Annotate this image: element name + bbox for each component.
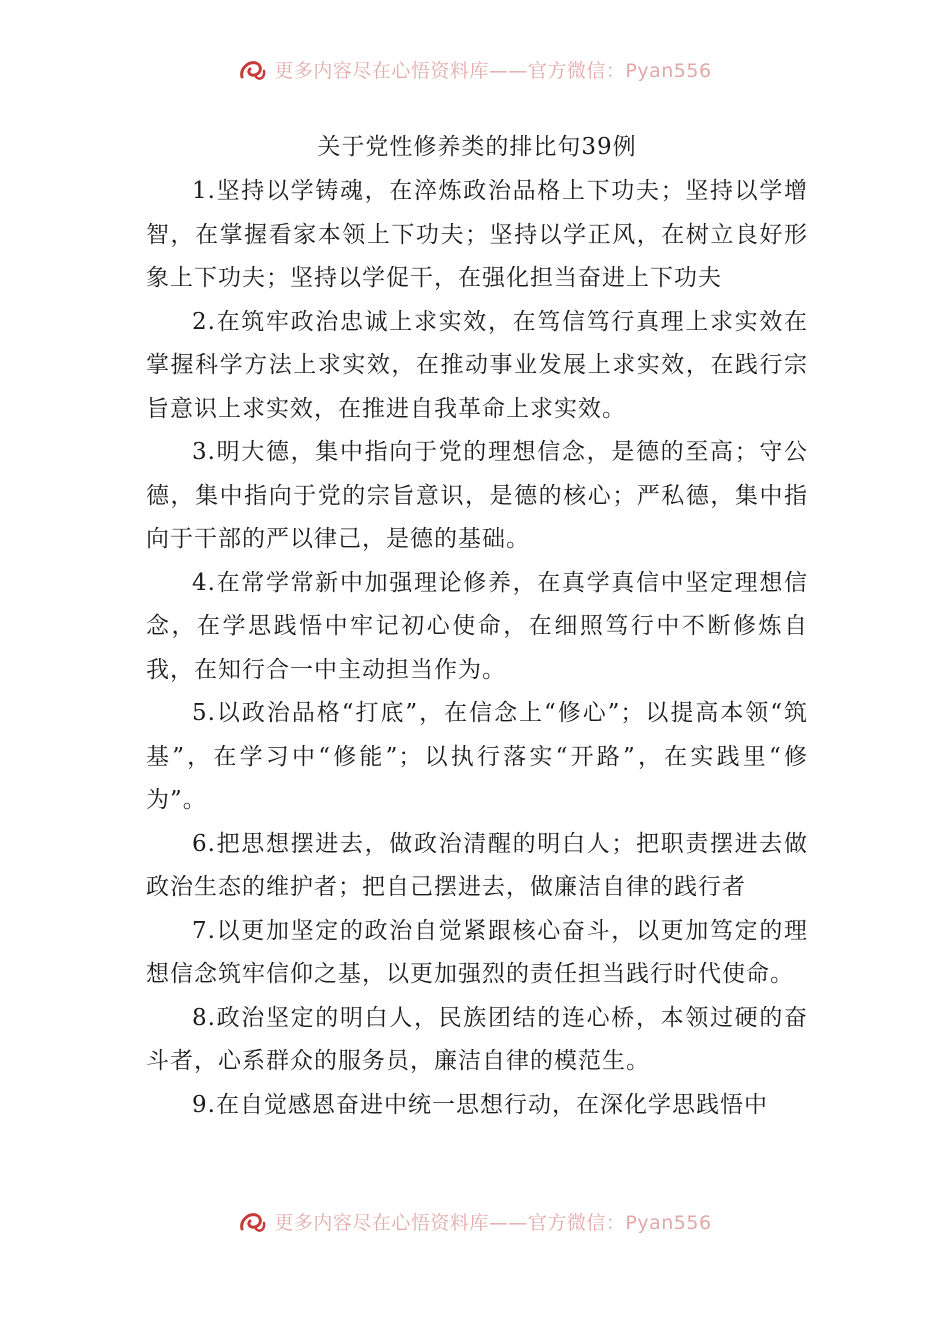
document-title: 关于党性修养类的排比句39例 [317, 134, 637, 160]
paragraph-2: 2.在筑牢政治忠诚上求实效，在笃信笃行真理上求实效在掌握科学方法上求实效，在推动事业发展上求实效，在践行宗旨意识上求实效，在推进自我革命上求实效。 [146, 308, 808, 422]
watermark-header [0, 56, 950, 83]
paragraph-3: 3.明大德，集中指向于党的理想信念，是德的至高；守公德，集中指向于党的宗旨意识，是德的核心；严私德，集中指向于干部的严以律己，是德的基础。 [146, 439, 808, 552]
watermark-text: 更多内容尽在心悟资料库——官方微信：Pyan556 [274, 60, 712, 82]
paragraph-5: 5.以政治品格“打底”，在信念上“修心”；以提高本领“筑基”，在学习中“修能”；以执行落实“开路”，在实践里“修为”。 [146, 700, 808, 813]
watermark-text: 更多内容尽在心悟资料库——官方微信：Pyan556 [274, 1212, 712, 1234]
logo-icon [238, 1209, 268, 1235]
logo-icon [238, 57, 268, 83]
document-body [146, 126, 808, 1127]
paragraph-6: 6.把思想摆进去，做政治清醒的明白人；把职责摆进去做政治生态的维护者；把自己摆进去，做廉洁自律的践行者 [146, 830, 808, 900]
paragraph-1: 1.坚持以学铸魂，在淬炼政治品格上下功夫；坚持以学增智，在掌握看家本领上下功夫；坚持以学正风，在树立良好形象上下功夫；坚持以学促干，在强化担当奋进上下功夫 [146, 178, 808, 291]
paragraph-8: 8.政治坚定的明白人，民族团结的连心桥，本领过硬的奋斗者，心系群众的服务员，廉洁自律的模范生。 [146, 1004, 808, 1074]
watermark-footer [0, 1208, 950, 1235]
paragraph-9: 9.在自觉感恩奋进中统一思想行动，在深化学思践悟中 [192, 1091, 768, 1118]
paragraph-4: 4.在常学常新中加强理论修养，在真学真信中坚定理想信念，在学思践悟中牢记初心使命，在细照笃行中不断修炼自我，在知行合一中主动担当作为。 [146, 569, 808, 683]
paragraph-7: 7.以更加坚定的政治自觉紧跟核心奋斗，以更加笃定的理想信念筑牢信仰之基，以更加强烈的责任担当践行时代使命。 [146, 917, 808, 987]
